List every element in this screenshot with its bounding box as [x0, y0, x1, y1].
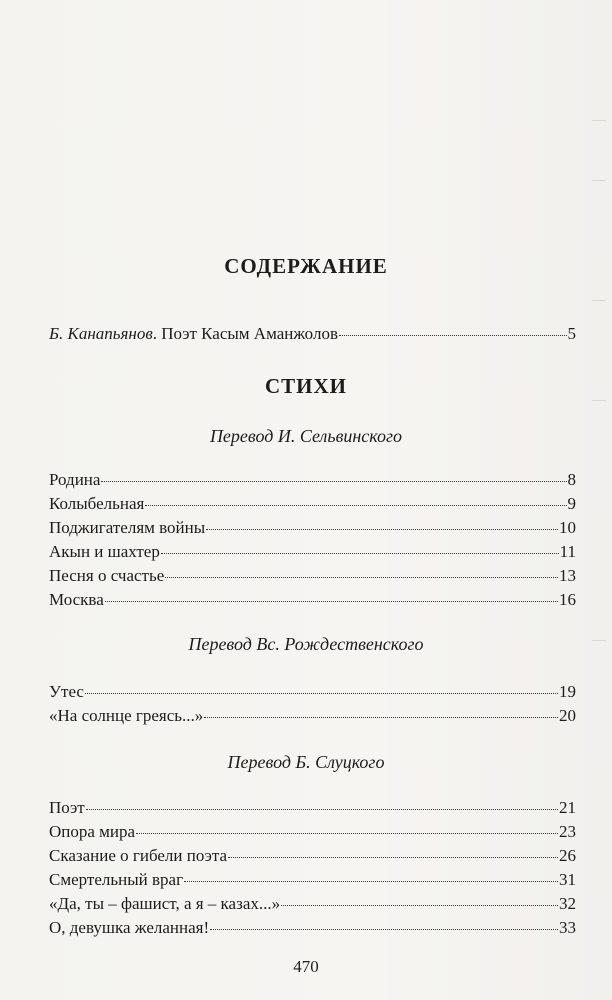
toc-entry [49, 494, 576, 514]
bleed-mark [592, 300, 606, 301]
toc-entry-title: Поэт [49, 798, 85, 817]
toc-entry [49, 706, 576, 726]
toc-entry-title-text: . Поэт Касым Аманжолов [152, 324, 338, 343]
dot-leader [228, 857, 558, 858]
toc-entry-intro [49, 324, 576, 344]
toc-entry-page: 21 [559, 798, 576, 817]
toc-entry-title: Смертельный враг [49, 870, 184, 889]
dot-leader [281, 905, 558, 906]
toc-entry-page: 33 [559, 918, 576, 937]
toc-entry-page: 26 [559, 846, 576, 865]
toc-entry-page: 11 [559, 542, 576, 561]
toc-entry-title [49, 324, 338, 344]
toc-entry-page: 32 [559, 894, 576, 913]
bleed-mark [592, 180, 606, 181]
toc-entry-title: Москва [49, 590, 104, 609]
toc-entry [49, 894, 576, 914]
toc-entry [49, 566, 576, 586]
toc-entry [49, 798, 576, 818]
toc-entry [49, 518, 576, 538]
dot-leader [161, 553, 559, 554]
toc-entry [49, 682, 576, 702]
dot-leader [105, 601, 558, 602]
toc-entry-title: Опора мира [49, 822, 136, 841]
dot-leader [136, 833, 558, 834]
page-number: 470 [293, 957, 319, 976]
toc-entry-page: 19 [559, 682, 576, 701]
toc-entry-title: Колыбельная [49, 494, 145, 513]
section-heading-rozhdestvensky: Перевод Вс. Рождественского [188, 634, 424, 654]
bleed-mark [592, 120, 606, 121]
dot-leader [101, 481, 566, 482]
toc-entry [49, 870, 576, 890]
dot-leader [206, 529, 558, 530]
dot-leader [85, 693, 558, 694]
toc-entry-title: Сказание о гибели поэта [49, 846, 228, 865]
toc-entry-title: Песня о счастье [49, 566, 165, 585]
toc-entry-title: Утес [49, 682, 84, 701]
dot-leader [204, 717, 558, 718]
toc-entry-page: 9 [567, 494, 576, 513]
dot-leader [145, 505, 566, 506]
toc-entry [49, 918, 576, 938]
toc-entry-page: 31 [559, 870, 576, 889]
toc-entry-page: 5 [567, 324, 576, 343]
bleed-mark [592, 400, 606, 401]
toc-entry [49, 542, 576, 562]
toc-entry [49, 846, 576, 866]
poems-heading: СТИХИ [264, 374, 347, 398]
toc-entry-page: 8 [567, 470, 576, 489]
toc-entry-title: О, девушка желанная! [49, 918, 210, 937]
toc-entry-title: «Да, ты – фашист, а я – казах...» [49, 894, 281, 913]
bleed-mark [592, 640, 606, 641]
toc-entry-page: 23 [559, 822, 576, 841]
contents-heading: СОДЕРЖАНИЕ [224, 254, 388, 278]
toc-entry-page: 10 [559, 518, 576, 537]
dot-leader [86, 809, 558, 810]
toc-entry [49, 470, 576, 490]
toc-entry-page: 13 [559, 566, 576, 585]
dot-leader [165, 577, 558, 578]
section-heading-slutsky: Перевод Б. Слуцкого [227, 752, 385, 772]
toc-entry-author: Б. Канапьянов [49, 324, 153, 343]
toc-entry [49, 590, 576, 610]
toc-entry-page: 16 [559, 590, 576, 609]
dot-leader [184, 881, 558, 882]
toc-entry-page: 20 [559, 706, 576, 725]
dot-leader [210, 929, 558, 930]
toc-entry-title: Акын и шахтер [49, 542, 160, 561]
dot-leader [339, 335, 567, 336]
section-heading-selvinsky: Перевод И. Сельвинского [209, 426, 403, 446]
toc-entry-title: Поджигателям войны [49, 518, 206, 537]
toc-entry [49, 822, 576, 842]
toc-entry-title: «На солнце греясь...» [49, 706, 204, 725]
toc-entry-title: Родина [49, 470, 101, 489]
